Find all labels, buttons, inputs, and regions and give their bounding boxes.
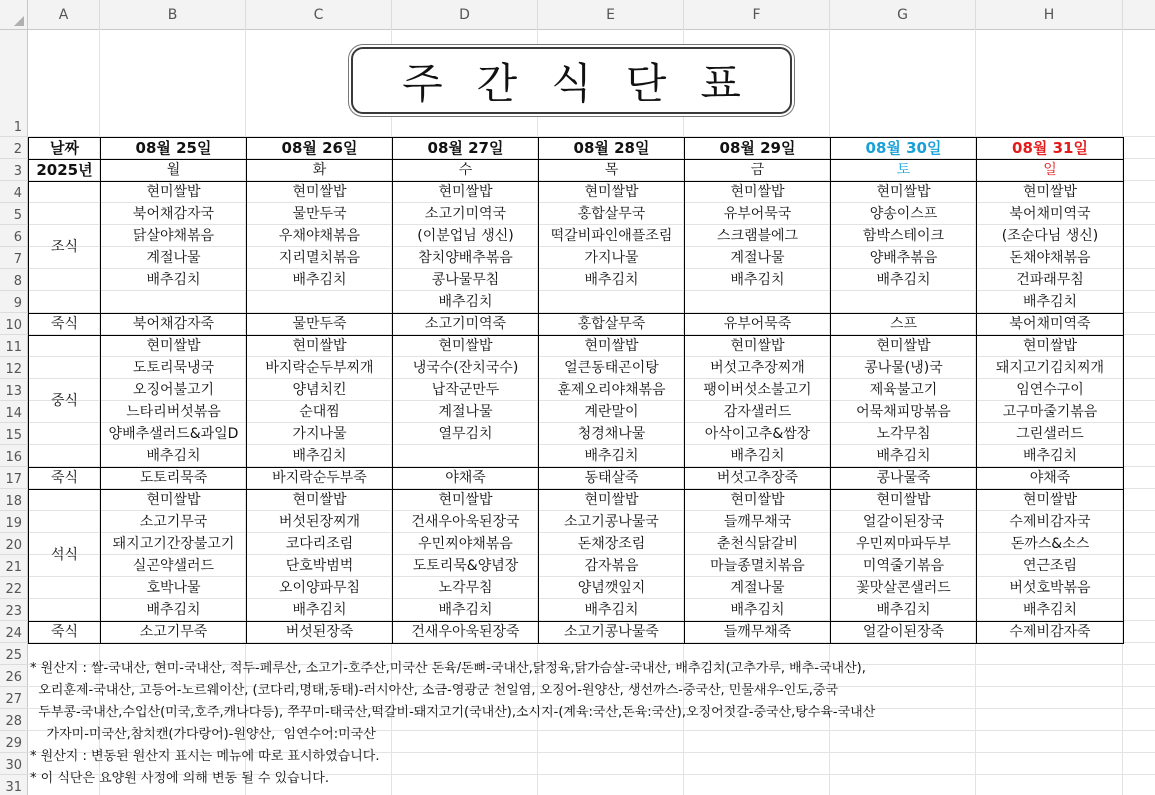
menu-item-cell[interactable]	[101, 292, 247, 314]
column-header-a[interactable]: A	[28, 0, 100, 30]
lunch-row	[29, 402, 1124, 424]
menu-item-cell[interactable]	[831, 292, 977, 314]
menu-item-cell[interactable]: 계절나물	[101, 248, 247, 270]
porridge-item-cell[interactable]: 소고기무죽	[101, 622, 247, 644]
menu-item-cell[interactable]: 배추김치	[977, 600, 1124, 622]
menu-item-cell[interactable]: 양념치킨	[247, 380, 393, 402]
menu-item-cell[interactable]: 현미쌀밥	[247, 336, 393, 358]
menu-item-cell[interactable]: 노각무침	[393, 578, 539, 600]
porridge-item-cell[interactable]: 소고기콩나물죽	[539, 622, 685, 644]
menu-item-cell[interactable]: 가지나물	[539, 248, 685, 270]
menu-item-cell[interactable]: 단호박범벅	[247, 556, 393, 578]
menu-item-cell[interactable]: 홍합살무국	[539, 204, 685, 226]
menu-item-cell[interactable]: 계절나물	[393, 402, 539, 424]
row-header-2[interactable]: 2	[0, 137, 28, 159]
menu-item-cell[interactable]: 함박스테이크	[831, 226, 977, 248]
menu-item-cell[interactable]: 양송이스프	[831, 204, 977, 226]
menu-item-cell[interactable]: 미역줄기볶음	[831, 556, 977, 578]
menu-item-cell[interactable]: 현미쌀밥	[831, 182, 977, 204]
menu-item-cell[interactable]: 바지락순두부찌개	[247, 358, 393, 380]
menu-item-cell[interactable]: 실곤약샐러드	[101, 556, 247, 578]
menu-item-cell[interactable]: 배추김치	[247, 600, 393, 622]
porridge-item-cell[interactable]: 소고기미역죽	[393, 314, 539, 336]
menu-item-cell[interactable]: 배추김치	[685, 270, 831, 292]
porridge-item-cell[interactable]: 건새우아욱된장죽	[393, 622, 539, 644]
year-label-cell[interactable]: 2025년	[29, 160, 101, 182]
weekday-cell[interactable]: 일	[977, 160, 1124, 182]
menu-item-cell[interactable]: 우민찌야채볶음	[393, 534, 539, 556]
porridge-item-cell[interactable]: 도토리묵죽	[101, 468, 247, 490]
menu-item-cell[interactable]: 코다리조림	[247, 534, 393, 556]
date-cell[interactable]: 08월 29일	[685, 138, 831, 160]
row-header-8[interactable]: 8	[0, 269, 28, 291]
porridge-item-cell[interactable]: 동태살죽	[539, 468, 685, 490]
lunch-label-cell[interactable]: 중식	[29, 336, 101, 468]
porridge-item-cell[interactable]: 북어채감자죽	[101, 314, 247, 336]
menu-item-cell[interactable]: 도토리묵&양념장	[393, 556, 539, 578]
date-cell[interactable]: 08월 25일	[101, 138, 247, 160]
menu-item-cell[interactable]: 현미쌀밥	[393, 336, 539, 358]
porridge-item-cell[interactable]: 물만두죽	[247, 314, 393, 336]
menu-item-cell[interactable]: 우민찌마파두부	[831, 534, 977, 556]
dinner-row	[29, 534, 1124, 556]
menu-item-cell[interactable]: 소고기무국	[101, 512, 247, 534]
menu-item-cell[interactable]: 아삭이고추&쌈장	[685, 424, 831, 446]
menu-item-cell[interactable]: 호박나물	[101, 578, 247, 600]
lunch-row	[29, 380, 1124, 402]
weekday-cell[interactable]: 월	[101, 160, 247, 182]
menu-item-cell[interactable]: 배추김치	[539, 600, 685, 622]
date-cell[interactable]: 08월 26일	[247, 138, 393, 160]
porridge-item-cell[interactable]: 바지락순두부죽	[247, 468, 393, 490]
menu-item-cell[interactable]: 열무김치	[393, 424, 539, 446]
menu-item-cell[interactable]: 배추김치	[977, 292, 1124, 314]
note-line: * 원산지 : 변동된 원산지 표시는 메뉴에 따로 표시하였습니다.	[30, 749, 380, 764]
menu-item-cell[interactable]: 현미쌀밥	[101, 182, 247, 204]
row-header-5[interactable]: 5	[0, 203, 28, 225]
dinner-row	[29, 490, 1124, 512]
breakfast-row	[29, 182, 1124, 204]
menu-item-cell[interactable]: 현미쌀밥	[977, 490, 1124, 512]
menu-item-cell[interactable]: 오이양파무침	[247, 578, 393, 600]
breakfast-label-cell[interactable]: 조식	[29, 182, 101, 314]
menu-item-cell[interactable]: 배추김치	[247, 446, 393, 468]
menu-item-cell[interactable]: 감자볶음	[539, 556, 685, 578]
menu-item-cell[interactable]: 계절나물	[685, 578, 831, 600]
dinner-row	[29, 556, 1124, 578]
menu-item-cell[interactable]: 북어채미역국	[977, 204, 1124, 226]
menu-item-cell[interactable]: 현미쌀밥	[831, 490, 977, 512]
column-header-b[interactable]: B	[100, 0, 246, 30]
menu-item-cell[interactable]: 연근조림	[977, 556, 1124, 578]
menu-item-cell[interactable]: 현미쌀밥	[101, 336, 247, 358]
menu-item-cell[interactable]: 배추김치	[539, 270, 685, 292]
row-header-31[interactable]: 31	[0, 775, 28, 795]
porridge-item-cell[interactable]: 버섯된장죽	[247, 622, 393, 644]
weekday-cell[interactable]: 토	[831, 160, 977, 182]
menu-item-cell[interactable]: 순대찜	[247, 402, 393, 424]
note-line: 두부콩-국내산,수입산(미국,호주,캐나다등), 쭈꾸미-태국산,떡갈비-돼지고기(국내산),소시지-(계육:국산,돈육:국산),오징어젓갈-중국산,탕수육-국내산	[30, 705, 876, 720]
porridge-item-cell[interactable]: 콩나물죽	[831, 468, 977, 490]
row-header-23[interactable]: 23	[0, 599, 28, 621]
menu-item-cell[interactable]: 얼갈이된장국	[831, 512, 977, 534]
porridge-label-cell[interactable]: 죽식	[29, 314, 101, 336]
menu-item-cell[interactable]: 현미쌀밥	[685, 490, 831, 512]
row-header-18[interactable]: 18	[0, 489, 28, 511]
weekday-cell[interactable]: 금	[685, 160, 831, 182]
menu-item-cell[interactable]: 양념깻잎지	[539, 578, 685, 600]
porridge-item-cell[interactable]: 버섯고추장죽	[685, 468, 831, 490]
column-header-bar	[0, 0, 1155, 30]
weekday-cell[interactable]: 수	[393, 160, 539, 182]
title-box	[351, 47, 792, 114]
menu-item-cell[interactable]: 배추김치	[393, 292, 539, 314]
menu-item-cell[interactable]: 현미쌀밥	[247, 490, 393, 512]
menu-item-cell[interactable]: 배추김치	[685, 446, 831, 468]
menu-item-cell[interactable]: 배추김치	[831, 600, 977, 622]
lunch-row	[29, 446, 1124, 468]
menu-item-cell[interactable]: 소고기콩나물국	[539, 512, 685, 534]
menu-item-cell[interactable]: 현미쌀밥	[539, 336, 685, 358]
menu-item-cell[interactable]: 배추김치	[831, 270, 977, 292]
menu-item-cell[interactable]: 그린샐러드	[977, 424, 1124, 446]
column-header-c[interactable]: C	[246, 0, 392, 30]
note-line: 가자미-미국산,참치캔(가다랑어)-원양산, 임연수어:미국산	[30, 727, 376, 742]
breakfast-row	[29, 204, 1124, 226]
column-header-d[interactable]: D	[392, 0, 538, 30]
porridge-item-cell[interactable]: 스프	[831, 314, 977, 336]
menu-item-cell[interactable]: 돈까스&소스	[977, 534, 1124, 556]
menu-item-cell[interactable]: 콩나물무침	[393, 270, 539, 292]
menu-item-cell[interactable]: 제육불고기	[831, 380, 977, 402]
menu-item-cell[interactable]: 현미쌀밥	[539, 490, 685, 512]
menu-item-cell[interactable]: 노각무침	[831, 424, 977, 446]
menu-item-cell[interactable]	[393, 446, 539, 468]
menu-item-cell[interactable]	[247, 292, 393, 314]
row-header-20[interactable]: 20	[0, 533, 28, 555]
weekday-cell[interactable]: 목	[539, 160, 685, 182]
row-header-24[interactable]: 24	[0, 621, 28, 643]
menu-item-cell[interactable]: 돈채장조림	[539, 534, 685, 556]
note-line: * 원산지 : 쌀-국내산, 현미-국내산, 적두-페루산, 소고기-호주산,미국산 돈육/돈뼈-국내산,닭정육,닭가슴살-국내산, 배추김치(고추가루, 배추-국내산),	[30, 661, 866, 676]
menu-item-cell[interactable]: 꽃맛살콘샐러드	[831, 578, 977, 600]
breakfast-row	[29, 292, 1124, 314]
menu-item-cell[interactable]: 도토리묵냉국	[101, 358, 247, 380]
menu-item-cell[interactable]: 돈채야채볶음	[977, 248, 1124, 270]
menu-item-cell[interactable]: 얼큰동태곤이탕	[539, 358, 685, 380]
menu-item-cell[interactable]: 소고기미역국	[393, 204, 539, 226]
breakfast-row	[29, 248, 1124, 270]
row-header-28[interactable]: 28	[0, 709, 28, 731]
menu-item-cell[interactable]: 현미쌀밥	[393, 490, 539, 512]
menu-item-cell[interactable]: 계절나물	[685, 248, 831, 270]
menu-item-cell[interactable]: 건파래무침	[977, 270, 1124, 292]
porridge-item-cell[interactable]: 유부어묵죽	[685, 314, 831, 336]
row-header-22[interactable]: 22	[0, 577, 28, 599]
menu-item-cell[interactable]: 건새우아욱된장국	[393, 512, 539, 534]
breakfast-row	[29, 270, 1124, 292]
menu-item-cell[interactable]: 북어채감자국	[101, 204, 247, 226]
menu-item-cell[interactable]: 냉국수(잔치국수)	[393, 358, 539, 380]
weekly-menu-table	[28, 137, 1124, 644]
row-header-13[interactable]: 13	[0, 379, 28, 401]
select-all-corner[interactable]	[0, 0, 28, 30]
menu-item-cell[interactable]: 버섯호박볶음	[977, 578, 1124, 600]
menu-item-cell[interactable]: (조순다님 생신)	[977, 226, 1124, 248]
row-header-30[interactable]: 30	[0, 753, 28, 775]
menu-item-cell[interactable]: 팽이버섯소불고기	[685, 380, 831, 402]
note-line: 오리훈제-국내산, 고등어-노르웨이산, (코다리,명태,동태)-러시아산, 소금-영광군 천일염, 오징어-원양산, 생선까스-중국산, 민물새우-인도,중국	[30, 683, 839, 698]
lunch-row	[29, 336, 1124, 358]
menu-item-cell[interactable]: 느타리버섯볶음	[101, 402, 247, 424]
menu-item-cell[interactable]: 스크램블에그	[685, 226, 831, 248]
porridge-item-cell[interactable]: 수제비감자죽	[977, 622, 1124, 644]
porridge-row	[29, 314, 1124, 336]
menu-item-cell[interactable]: 양배추볶음	[831, 248, 977, 270]
row-header-3[interactable]: 3	[0, 159, 28, 181]
date-cell[interactable]: 08월 31일	[977, 138, 1124, 160]
porridge-label-cell[interactable]: 죽식	[29, 468, 101, 490]
page-title: 주간식단표	[402, 58, 775, 108]
menu-item-cell[interactable]: 배추김치	[685, 600, 831, 622]
porridge-item-cell[interactable]: 얼갈이된장죽	[831, 622, 977, 644]
date-row	[29, 138, 1124, 160]
menu-item-cell[interactable]: 계란말이	[539, 402, 685, 424]
row-header-12[interactable]: 12	[0, 357, 28, 379]
dinner-label-cell[interactable]: 석식	[29, 490, 101, 622]
row-header-29[interactable]: 29	[0, 731, 28, 753]
menu-item-cell[interactable]: 현미쌀밥	[977, 336, 1124, 358]
menu-item-cell[interactable]: 배추김치	[101, 446, 247, 468]
menu-item-cell[interactable]: 닭살야채볶음	[101, 226, 247, 248]
menu-item-cell[interactable]: 훈제오리야채볶음	[539, 380, 685, 402]
menu-item-cell[interactable]: 우채야채볶음	[247, 226, 393, 248]
menu-item-cell[interactable]: 참치양배추볶음	[393, 248, 539, 270]
menu-item-cell[interactable]: 콩나물(냉)국	[831, 358, 977, 380]
column-header-e[interactable]: E	[538, 0, 684, 30]
menu-item-cell[interactable]: 들깨무채국	[685, 512, 831, 534]
menu-item-cell[interactable]	[539, 292, 685, 314]
menu-item-cell[interactable]: 떡갈비파인애플조림	[539, 226, 685, 248]
row-header-1[interactable]: 1	[0, 30, 28, 137]
menu-item-cell[interactable]: 배추김치	[101, 600, 247, 622]
porridge-label-cell[interactable]: 죽식	[29, 622, 101, 644]
select-all-triangle-icon	[14, 16, 24, 26]
note-line: * 이 식단은 요양원 사정에 의해 변동 될 수 있습니다.	[30, 771, 329, 786]
row-header-26[interactable]: 26	[0, 665, 28, 687]
column-header-h[interactable]: H	[976, 0, 1123, 30]
menu-item-cell[interactable]: (이분업님 생신)	[393, 226, 539, 248]
row-header-11[interactable]: 11	[0, 335, 28, 357]
porridge-row	[29, 622, 1124, 644]
date-label-cell[interactable]: 날짜	[29, 138, 101, 160]
row-header-16[interactable]: 16	[0, 445, 28, 467]
menu-item-cell[interactable]: 돼지고기간장불고기	[101, 534, 247, 556]
porridge-item-cell[interactable]: 들깨무채죽	[685, 622, 831, 644]
menu-item-cell[interactable]: 가지나물	[247, 424, 393, 446]
menu-item-cell[interactable]: 오징어불고기	[101, 380, 247, 402]
date-cell[interactable]: 08월 27일	[393, 138, 539, 160]
porridge-item-cell[interactable]: 홍합살무죽	[539, 314, 685, 336]
row-header-17[interactable]: 17	[0, 467, 28, 489]
dinner-row	[29, 512, 1124, 534]
menu-item-cell[interactable]: 납작군만두	[393, 380, 539, 402]
menu-item-cell[interactable]: 버섯고추장찌개	[685, 358, 831, 380]
row-header-6[interactable]: 6	[0, 225, 28, 247]
lunch-row	[29, 358, 1124, 380]
date-cell[interactable]: 08월 28일	[539, 138, 685, 160]
menu-item-cell[interactable]: 배추김치	[977, 446, 1124, 468]
menu-item-cell[interactable]: 현미쌀밥	[539, 182, 685, 204]
menu-item-cell[interactable]: 청경채나물	[539, 424, 685, 446]
date-cell[interactable]: 08월 30일	[831, 138, 977, 160]
row-header-7[interactable]: 7	[0, 247, 28, 269]
row-header-27[interactable]: 27	[0, 687, 28, 709]
weekday-cell[interactable]: 화	[247, 160, 393, 182]
menu-item-cell[interactable]	[685, 292, 831, 314]
menu-item-cell[interactable]: 현미쌀밥	[977, 182, 1124, 204]
menu-item-cell[interactable]: 임연수구이	[977, 380, 1124, 402]
row-header-14[interactable]: 14	[0, 401, 28, 423]
weekday-row	[29, 160, 1124, 182]
row-header-21[interactable]: 21	[0, 555, 28, 577]
menu-item-cell[interactable]: 돼지고기김치찌개	[977, 358, 1124, 380]
menu-item-cell[interactable]: 지리멸치볶음	[247, 248, 393, 270]
row-header-bar	[0, 30, 28, 795]
menu-item-cell[interactable]: 유부어묵국	[685, 204, 831, 226]
menu-item-cell[interactable]: 배추김치	[393, 600, 539, 622]
menu-item-cell[interactable]: 배추김치	[247, 270, 393, 292]
lunch-row	[29, 424, 1124, 446]
porridge-item-cell[interactable]: 야채죽	[393, 468, 539, 490]
menu-item-cell[interactable]: 고구마줄기볶음	[977, 402, 1124, 424]
breakfast-row	[29, 226, 1124, 248]
menu-item-cell[interactable]: 물만두국	[247, 204, 393, 226]
menu-item-cell[interactable]: 감자샐러드	[685, 402, 831, 424]
menu-item-cell[interactable]: 현미쌀밥	[685, 336, 831, 358]
row-header-15[interactable]: 15	[0, 423, 28, 445]
dinner-row	[29, 578, 1124, 600]
menu-item-cell[interactable]: 배추김치	[831, 446, 977, 468]
row-header-25[interactable]: 25	[0, 643, 28, 665]
menu-item-cell[interactable]: 양배추샐러드&과일D	[101, 424, 247, 446]
porridge-item-cell[interactable]: 북어채미역죽	[977, 314, 1124, 336]
menu-item-cell[interactable]: 수제비감자국	[977, 512, 1124, 534]
menu-item-cell[interactable]: 현미쌀밥	[393, 182, 539, 204]
row-header-19[interactable]: 19	[0, 511, 28, 533]
menu-item-cell[interactable]: 마늘종멸치볶음	[685, 556, 831, 578]
menu-item-cell[interactable]: 버섯된장찌개	[247, 512, 393, 534]
menu-item-cell[interactable]: 어묵채피망볶음	[831, 402, 977, 424]
row-header-4[interactable]: 4	[0, 181, 28, 203]
porridge-row	[29, 468, 1124, 490]
menu-item-cell[interactable]: 현미쌀밥	[101, 490, 247, 512]
row-header-9[interactable]: 9	[0, 291, 28, 313]
menu-item-cell[interactable]: 현미쌀밥	[831, 336, 977, 358]
porridge-item-cell[interactable]: 야채죽	[977, 468, 1124, 490]
dinner-row	[29, 600, 1124, 622]
menu-item-cell[interactable]: 춘천식닭갈비	[685, 534, 831, 556]
column-header-g[interactable]: G	[830, 0, 976, 30]
menu-item-cell[interactable]: 현미쌀밥	[247, 182, 393, 204]
menu-item-cell[interactable]: 현미쌀밥	[685, 182, 831, 204]
row-header-10[interactable]: 10	[0, 313, 28, 335]
menu-item-cell[interactable]: 배추김치	[101, 270, 247, 292]
column-header-f[interactable]: F	[684, 0, 830, 30]
menu-item-cell[interactable]: 배추김치	[539, 446, 685, 468]
